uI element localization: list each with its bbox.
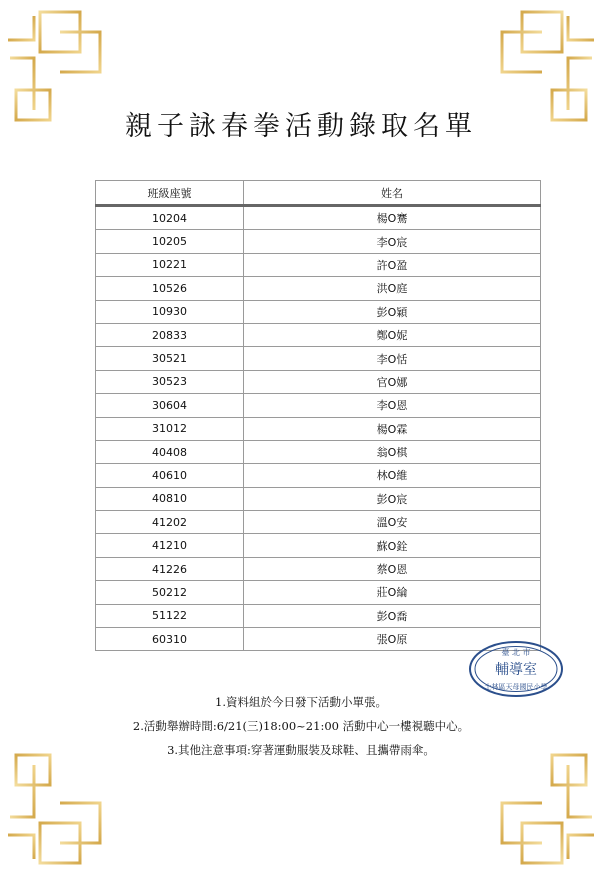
student-name-cell: 李O恬 <box>244 347 541 370</box>
notes-section <box>0 690 602 762</box>
student-name-cell: 林O維 <box>244 464 541 487</box>
class-seat-cell: 30604 <box>96 394 244 417</box>
student-name-cell: 彭O宸 <box>244 487 541 510</box>
student-name-cell: 李O宸 <box>244 230 541 253</box>
class-seat-cell: 50212 <box>96 581 244 604</box>
student-name-cell: 蔡O恩 <box>244 557 541 580</box>
table-header-row <box>96 181 541 206</box>
table-row <box>96 347 541 370</box>
table-row <box>96 511 541 534</box>
table-row <box>96 557 541 580</box>
frame-corner-bottom-left <box>8 755 100 863</box>
class-seat-cell: 40610 <box>96 464 244 487</box>
roster-table <box>95 180 541 651</box>
class-seat-cell: 31012 <box>96 417 244 440</box>
table-row <box>96 487 541 510</box>
table-row <box>96 581 541 604</box>
class-seat-cell: 20833 <box>96 323 244 346</box>
student-name-cell: 蘇O銓 <box>244 534 541 557</box>
table-row <box>96 534 541 557</box>
class-seat-cell: 40408 <box>96 440 244 463</box>
student-name-cell: 李O恩 <box>244 394 541 417</box>
student-name-cell: 張O原 <box>244 628 541 651</box>
class-seat-cell: 40810 <box>96 487 244 510</box>
roster-body <box>96 206 541 651</box>
header-class-seat: 班級座號 <box>96 181 244 206</box>
class-seat-cell: 41210 <box>96 534 244 557</box>
table-row <box>96 300 541 323</box>
page-title: 親子詠春拳活動錄取名單 <box>125 111 477 142</box>
header-name: 姓名 <box>244 181 541 206</box>
student-name-cell: 彭O喬 <box>244 604 541 627</box>
student-name-cell: 楊O騫 <box>244 206 541 230</box>
class-seat-cell: 10930 <box>96 300 244 323</box>
seal-bottom-text: 士林區天母國民小學 <box>484 683 548 691</box>
student-name-cell: 許O盈 <box>244 253 541 276</box>
student-name-cell: 洪O庭 <box>244 277 541 300</box>
class-seat-cell: 41226 <box>96 557 244 580</box>
class-seat-cell: 10526 <box>96 277 244 300</box>
student-name-cell: 莊O綸 <box>244 581 541 604</box>
table-row <box>96 464 541 487</box>
table-row <box>96 230 541 253</box>
table-row <box>96 604 541 627</box>
class-seat-cell: 30521 <box>96 347 244 370</box>
student-name-cell: 翁O棋 <box>244 440 541 463</box>
note-3: 3.其他注意事項:穿著運動服裝及球鞋、且攜帶雨傘。 <box>167 743 435 757</box>
frame-corner-bottom-right <box>502 755 594 863</box>
table-row <box>96 206 541 230</box>
table-row <box>96 277 541 300</box>
class-seat-cell: 51122 <box>96 604 244 627</box>
student-name-cell: 官O娜 <box>244 370 541 393</box>
table-row <box>96 417 541 440</box>
student-name-cell: 楊O霖 <box>244 417 541 440</box>
class-seat-cell: 10221 <box>96 253 244 276</box>
note-1: 1.資料組於今日發下活動小單張。 <box>215 695 387 709</box>
class-seat-cell: 10205 <box>96 230 244 253</box>
class-seat-cell: 41202 <box>96 511 244 534</box>
counseling-office-seal <box>468 640 564 698</box>
table-row <box>96 253 541 276</box>
student-name-cell: 鄭O妮 <box>244 323 541 346</box>
table-row <box>96 440 541 463</box>
student-name-cell: 溫O安 <box>244 511 541 534</box>
table-row <box>96 370 541 393</box>
class-seat-cell: 60310 <box>96 628 244 651</box>
seal-center-text: 輔導室 <box>495 662 537 678</box>
table-row <box>96 394 541 417</box>
table-row <box>96 323 541 346</box>
student-name-cell: 彭O穎 <box>244 300 541 323</box>
note-2: 2.活動舉辦時間:6/21(三)18:00~21:00 活動中心一樓視聽中心。 <box>132 719 470 733</box>
class-seat-cell: 30523 <box>96 370 244 393</box>
class-seat-cell: 10204 <box>96 206 244 230</box>
seal-top-text: 臺 北 市 <box>501 648 531 657</box>
